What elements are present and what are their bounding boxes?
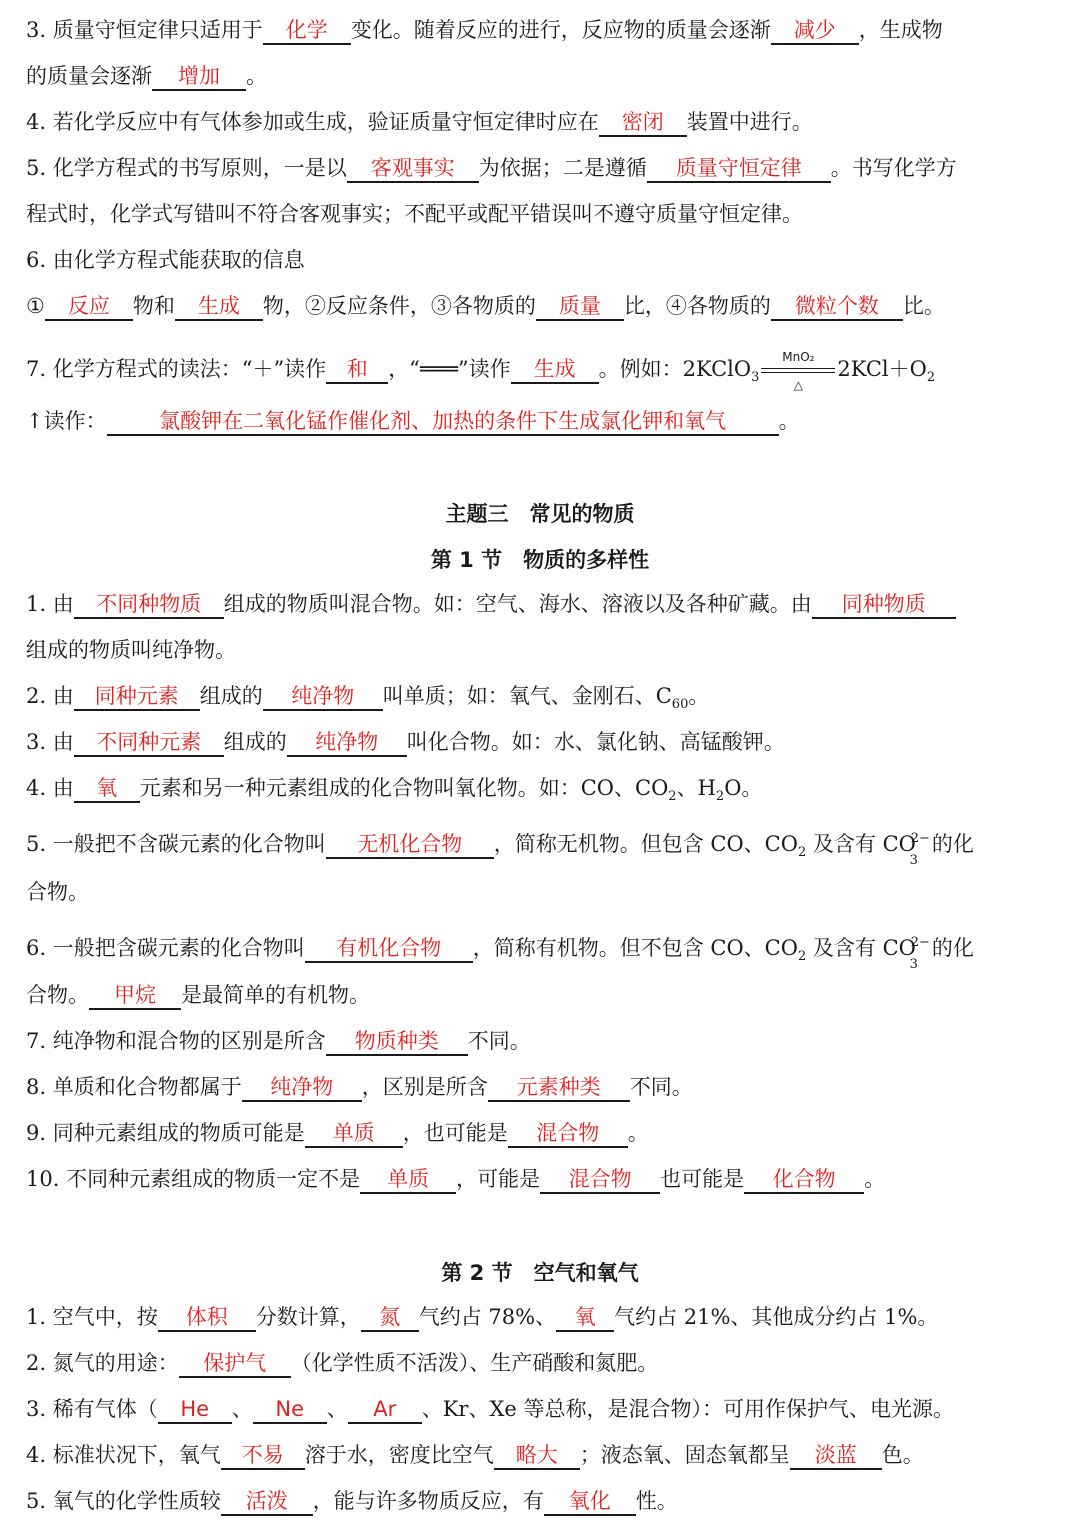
text: 的化 bbox=[931, 832, 974, 856]
answer-blank: 氯酸钾在二氧化锰作催化剂、加热的条件下生成氯化钾和氧气 bbox=[107, 408, 779, 436]
subscript: 2 bbox=[668, 789, 677, 805]
line-q3-b bbox=[26, 62, 1056, 91]
text: 组成的物质叫纯净物。 bbox=[26, 638, 236, 662]
answer-blank: 纯净物 bbox=[263, 683, 383, 711]
text: 程式时，化学式写错叫不符合客观事实；不配平或配平错误叫不遵守质量守恒定律。 bbox=[26, 202, 803, 226]
reaction-condition-arrow bbox=[759, 349, 837, 392]
text: ，也可能是 bbox=[402, 1121, 508, 1145]
answer-blank: 质量守恒定律 bbox=[647, 155, 831, 183]
text: 不同。 bbox=[467, 1029, 531, 1053]
text: 8. 单质和化合物都属于 bbox=[26, 1075, 242, 1099]
text: 9. 同种元素组成的物质可能是 bbox=[26, 1121, 305, 1145]
answer-blank: 不同种物质 bbox=[74, 591, 224, 619]
answer-blank: 单质 bbox=[360, 1166, 456, 1194]
answer-blank: 甲烷 bbox=[89, 982, 181, 1010]
line-s2p5 bbox=[26, 1487, 1056, 1516]
text: 3. 质量守恒定律只适用于 bbox=[26, 18, 263, 42]
answer-blank: 体积 bbox=[158, 1304, 256, 1332]
line-s2p3 bbox=[26, 1395, 1056, 1424]
text: 比，④各物质的 bbox=[623, 294, 771, 318]
answer-blank: 元素种类 bbox=[488, 1074, 630, 1102]
line-q3-a bbox=[26, 16, 1056, 45]
text: 5. 氧气的化学性质较 bbox=[26, 1489, 221, 1513]
text: 2. 由 bbox=[26, 684, 74, 708]
answer-blank: 减少 bbox=[771, 17, 859, 45]
answer-blank: 混合物 bbox=[508, 1120, 628, 1148]
answer-blank: 纯净物 bbox=[242, 1074, 362, 1102]
text: ，“═══”读作 bbox=[388, 357, 511, 381]
text: 组成的物质叫混合物。如：空气、海水、溶液以及各种矿藏。由 bbox=[223, 592, 812, 616]
text: 是最简单的有机物。 bbox=[181, 983, 370, 1007]
text: ，生成物 bbox=[858, 18, 943, 42]
answer-blank: 氧化 bbox=[544, 1488, 636, 1516]
text: 5. 化学方程式的书写原则，一是以 bbox=[26, 156, 347, 180]
text: 色。 bbox=[881, 1443, 924, 1467]
text: 5. 一般把不含碳元素的化合物叫 bbox=[26, 832, 326, 856]
text: 的质量会逐渐 bbox=[26, 64, 152, 88]
text: 元素和另一种元素组成的化合物叫氧化物。如：CO、CO bbox=[139, 776, 669, 800]
answer-blank: 密闭 bbox=[599, 109, 687, 137]
text: 6. 由化学方程式能获取的信息 bbox=[26, 248, 305, 272]
answer-blank: 客观事实 bbox=[347, 155, 479, 183]
line-q5-b bbox=[26, 200, 1056, 228]
catalyst-label: MnO₂ bbox=[782, 349, 815, 364]
line-q6-a bbox=[26, 246, 1056, 274]
line-q6-b bbox=[26, 292, 1056, 321]
text: 分数计算， bbox=[255, 1305, 361, 1329]
text: 的化 bbox=[931, 936, 974, 960]
text: 组成的 bbox=[223, 730, 287, 754]
line-s1q5-b bbox=[26, 878, 1056, 906]
text: 性。 bbox=[635, 1489, 678, 1513]
line-q7-a bbox=[26, 349, 1056, 392]
answer-blank: 增加 bbox=[152, 63, 246, 91]
answer-blank: 同种物质 bbox=[812, 591, 956, 619]
text: 叫单质；如：氧气、金刚石、C bbox=[382, 684, 672, 708]
answer-blank: 微粒个数 bbox=[771, 293, 903, 321]
section-1-title: 第 1 节 物质的多样性 bbox=[430, 548, 650, 572]
text: 。 bbox=[246, 64, 267, 88]
text: 变化。随着反应的进行，反应物的质量会逐渐 bbox=[350, 18, 771, 42]
line-s1q7 bbox=[26, 1027, 1056, 1056]
text: ，可能是 bbox=[456, 1167, 541, 1191]
text: 、Kr、Xe 等总称，是混合物）：可用作保护气、电光源。 bbox=[421, 1397, 954, 1421]
line-s2p4 bbox=[26, 1441, 1056, 1470]
text: O。 bbox=[724, 776, 763, 800]
answer-blank: 有机化合物 bbox=[305, 935, 473, 963]
line-s1q6: 6. 一般把含碳元素的化合物叫 有机化合物 ，简称有机物。但不包含 CO、$CO_2$ 及含有 CO 2− 3 的化 bbox=[26, 935, 974, 972]
text: 2. 氮气的用途： bbox=[26, 1351, 179, 1375]
answer-blank: 保护气 bbox=[179, 1350, 291, 1378]
answer-blank: 氧 bbox=[74, 775, 140, 803]
answer-blank: 氧 bbox=[556, 1304, 614, 1332]
subscript: 2 bbox=[797, 845, 807, 861]
line-s2p1 bbox=[26, 1303, 1056, 1332]
text: 及含有 CO bbox=[806, 936, 916, 960]
text: 。 bbox=[627, 1121, 649, 1145]
text: 2KCl＋O bbox=[837, 357, 927, 381]
answer-blank: Ne bbox=[253, 1396, 327, 1424]
subscript: 3 bbox=[751, 370, 760, 386]
text: ；液态氧、固态氧都呈 bbox=[579, 1443, 790, 1467]
text: 比。 bbox=[902, 294, 945, 318]
answer-blank: 生成 bbox=[175, 293, 263, 321]
answer-blank: 生成 bbox=[511, 356, 599, 384]
text: 1. 空气中，按 bbox=[26, 1305, 158, 1329]
text: 3. 稀有气体（ bbox=[26, 1397, 158, 1421]
answer-blank: 同种元素 bbox=[74, 683, 200, 711]
answer-blank: Ar bbox=[348, 1396, 422, 1424]
text: 合物。 bbox=[26, 880, 89, 904]
line-s1q4 bbox=[26, 774, 1056, 803]
text: （化学性质不活泼）、生产硝酸和氮肥。 bbox=[290, 1351, 659, 1375]
text: 、H bbox=[676, 776, 716, 800]
text: 10. 不同种元素组成的物质一定不是 bbox=[26, 1167, 361, 1191]
text: 6. 一般把含碳元素的化合物叫 bbox=[26, 936, 305, 960]
answer-blank: 略大 bbox=[494, 1442, 580, 1470]
text: 。书写化学方 bbox=[830, 156, 957, 180]
text: 为依据；二是遵循 bbox=[478, 156, 647, 180]
text: 装置中进行。 bbox=[686, 110, 813, 134]
line-s1q10 bbox=[26, 1165, 1056, 1194]
text: 7. 化学方程式的读法：“＋”读作 bbox=[26, 357, 327, 381]
line-s1q1-b bbox=[26, 636, 1056, 664]
text: 、 bbox=[326, 1397, 348, 1421]
text: ，区别是所含 bbox=[361, 1075, 488, 1099]
text: ，能与许多物质反应，有 bbox=[312, 1489, 544, 1513]
line-s1q5: 5. 一般把不含碳元素的化合物叫 无机化合物 ，简称无机物。但包含 CO、$CO_2$ 及含有 CO 2− 3 的化 bbox=[26, 831, 974, 868]
text: 。 bbox=[864, 1167, 886, 1191]
subscript: 2 bbox=[926, 370, 936, 386]
line-s1q2 bbox=[26, 682, 1056, 711]
line-q7-b bbox=[26, 407, 1056, 436]
answer-blank: 不易 bbox=[221, 1442, 305, 1470]
line-s2p2 bbox=[26, 1349, 1056, 1378]
line-q4 bbox=[26, 108, 1056, 137]
answer-blank: He bbox=[158, 1396, 232, 1424]
text: 3. 由 bbox=[26, 730, 74, 754]
text: 叫化合物。如：水、氯化钠、高锰酸钾。 bbox=[406, 730, 785, 754]
answer-blank: 物质种类 bbox=[326, 1028, 468, 1056]
text: 、 bbox=[231, 1397, 253, 1421]
subscript: 2 bbox=[797, 949, 807, 965]
text: ，简称无机物。但包含 CO、CO bbox=[493, 832, 798, 856]
text: 。 bbox=[688, 684, 710, 708]
line-s1q8 bbox=[26, 1073, 1056, 1102]
line-s1q3 bbox=[26, 728, 1056, 757]
text: 4. 由 bbox=[26, 776, 74, 800]
text: ① bbox=[26, 294, 45, 318]
line-s1q9 bbox=[26, 1119, 1056, 1148]
text: 7. 纯净物和混合物的区别是所含 bbox=[26, 1029, 326, 1053]
subscript: 2 bbox=[715, 789, 725, 805]
answer-blank: 反应 bbox=[45, 293, 133, 321]
subscript: 60 bbox=[671, 697, 689, 713]
topic-title: 主题三 常见的物质 bbox=[445, 502, 635, 526]
answer-blank: 氮 bbox=[361, 1304, 419, 1332]
text: 不同。 bbox=[629, 1075, 693, 1099]
answer-blank: 化合物 bbox=[744, 1166, 864, 1194]
text: 气约占 21%、其他成分约占 1%。 bbox=[614, 1305, 939, 1329]
answer-blank: 淡蓝 bbox=[790, 1442, 882, 1470]
line-s1q1 bbox=[26, 590, 1056, 619]
answer-blank: 和 bbox=[326, 356, 388, 384]
section-2-title: 第 2 节 空气和氧气 bbox=[441, 1261, 639, 1285]
text: 4. 若化学反应中有气体参加或生成，验证质量守恒定律时应在 bbox=[26, 110, 599, 134]
text: 溶于水，密度比空气 bbox=[304, 1443, 494, 1467]
answer-blank: 化学 bbox=[263, 17, 351, 45]
answer-blank: 混合物 bbox=[540, 1166, 660, 1194]
answer-blank: 质量 bbox=[536, 293, 624, 321]
text: ，简称有机物。但不包含 CO、CO bbox=[472, 936, 798, 960]
answer-blank: 单质 bbox=[305, 1120, 403, 1148]
text: 及含有 CO bbox=[806, 832, 916, 856]
answer-blank: 无机化合物 bbox=[326, 831, 494, 859]
answer-blank: 纯净物 bbox=[287, 729, 407, 757]
text: 物和 bbox=[132, 294, 175, 318]
line-s1q6-b bbox=[26, 981, 1056, 1010]
text: 也可能是 bbox=[660, 1167, 745, 1191]
text: 组成的 bbox=[199, 684, 263, 708]
answer-blank: 活泼 bbox=[221, 1488, 313, 1516]
text: 1. 由 bbox=[26, 592, 74, 616]
heat-symbol: △ bbox=[793, 377, 803, 392]
text: 。 bbox=[778, 409, 800, 433]
text: 。例如：2KClO bbox=[598, 357, 752, 381]
text: 气约占 78%、 bbox=[418, 1305, 557, 1329]
text: 合物。 bbox=[26, 983, 89, 1007]
text: 4. 标准状况下，氧气 bbox=[26, 1443, 221, 1467]
text: ↑读作： bbox=[26, 409, 107, 433]
answer-blank: 不同种元素 bbox=[74, 729, 224, 757]
text: 物，②反应条件，③各物质的 bbox=[262, 294, 536, 318]
line-q5-a bbox=[26, 154, 1056, 183]
